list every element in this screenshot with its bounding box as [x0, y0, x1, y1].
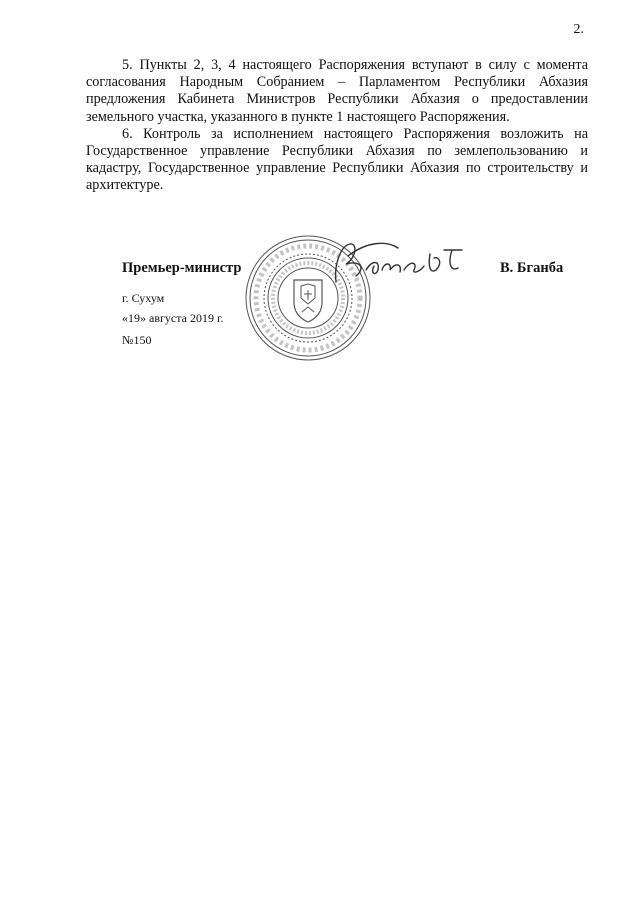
- handwritten-signature-icon: [326, 236, 472, 292]
- document-number: №150: [122, 333, 152, 347]
- signatory-name: В. Бганба: [500, 260, 564, 276]
- signatory-title: Премьер-министр: [122, 260, 242, 276]
- document-body: [86, 57, 588, 195]
- paragraph-5: 5. Пункты 2, 3, 4 настоящего Распоряжения вступают в силу с момента согласования Народным Собранием – Парламентом Республики Абхазия предложения Кабинета Министров Республики Абхазия о предоставлении земельного участка, указанного в пункте 1 настоящего Распоряжения.: [86, 57, 588, 125]
- paragraph-6: 6. Контроль за исполнением настоящего Распоряжения возложить на Государственное управление Республики Абхазия по землепользованию и кадастру, Государственное управление Республики Абхазия по строительству и архитектуре.: [86, 125, 588, 194]
- page-number: 2.: [573, 22, 584, 37]
- document-date: «19» августа 2019 г.: [122, 311, 224, 325]
- document-city: г. Сухум: [122, 291, 165, 305]
